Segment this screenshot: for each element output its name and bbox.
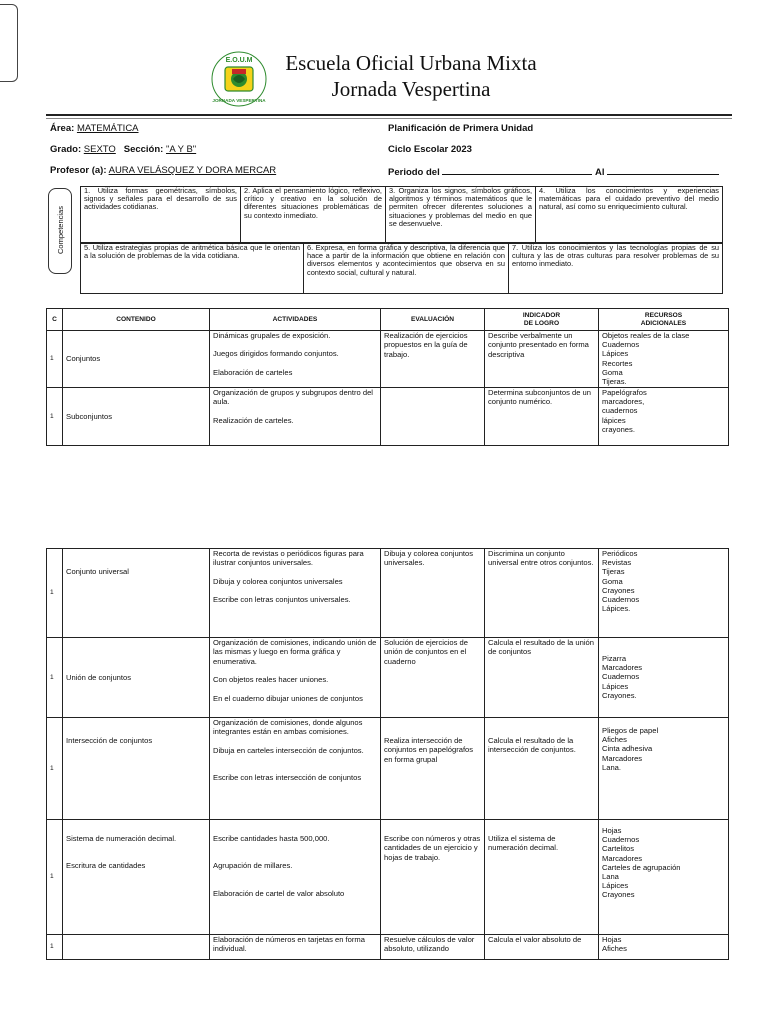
evaluacion-cell: Solución de ejercicios de unión de conjuntos en el cuaderno	[381, 638, 485, 718]
school-name: Escuela Oficial Urbana Mixta	[285, 51, 537, 75]
profesor-line: Profesor (a): AURA VELÁSQUEZ Y DORA MERCAR	[50, 165, 277, 176]
indicador-cell: Utiliza el sistema de numeración decimal.	[485, 820, 599, 935]
recursos-cell: Papelógrafos marcadores, cuadernos lápices crayones.	[599, 388, 729, 446]
header-c: C	[47, 309, 63, 331]
svg-text:E.O.U.M: E.O.U.M	[225, 57, 253, 64]
competencia-7: 7. Utiliza los conocimientos y las tecnologías propias de su cultura y las de otras culturas para resolver problemas de su entorno inmediato.	[509, 244, 723, 294]
evaluacion-cell: Realiza intersección de conjuntos en papelógrafos en forma grupal	[381, 718, 485, 820]
svg-text:JORNADA VESPERTINA: JORNADA VESPERTINA	[212, 98, 266, 103]
planning-table-1	[46, 308, 729, 446]
table-row: 1 Conjunto universal Recorta de revistas o periódicos figuras para ilustrar conjuntos universales. Dibuja y colorea conjuntos universales Escribe con letras conjuntos universales. Dibuja y colorea conjuntos universales. Discrimina un conjunto universal entre otros conjuntos. Periódicos Revistas Tijeras Goma Crayones Cuadernos Lápices.	[47, 549, 729, 638]
recursos-cell: Periódicos Revistas Tijeras Goma Crayones Cuadernos Lápices.	[599, 549, 729, 638]
evaluacion-cell: Dibuja y colorea conjuntos universales.	[381, 549, 485, 638]
table-row: 1 Subconjuntos Organización de grupos y subgrupos dentro del aula. Realización de carteles. Determina subconjuntos de un conjunto numérico. Papelógrafos marcadores, cuadernos lápices crayones.	[47, 388, 729, 446]
competencia-5: 5. Utiliza estrategias propias de aritmética básica que le orientan a la solución de problemas de la vida cotidiana.	[81, 244, 304, 294]
recursos-cell: Hojas Cuadernos Cartelitos Marcadores Carteles de agrupación Lana Lápices Crayones	[599, 820, 729, 935]
area-line: Área: MATEMÁTICA	[50, 123, 139, 134]
competencias-label: Competencias	[56, 206, 65, 254]
actividades-cell: Elaboración de números en tarjetas en forma individual.	[210, 935, 381, 960]
header-actividades: ACTIVIDADES	[210, 309, 381, 331]
contenido-cell: Unión de conjuntos	[63, 638, 210, 718]
indicador-cell: Calcula el resultado de la unión de conjuntos	[485, 638, 599, 718]
contenido-cell: Subconjuntos	[63, 388, 210, 446]
contenido-cell: Intersección de conjuntos	[63, 718, 210, 820]
grado-line: Grado: SEXTO Sección: "A Y B"	[50, 144, 197, 155]
competencia-4: 4. Utiliza los conocimientos y experiencias matemáticas para el cuidado preventivo del medio natural, así como su enriquecimiento cultural.	[536, 187, 723, 243]
indicador-cell: Determina subconjuntos de un conjunto numérico.	[485, 388, 599, 446]
periodo-line: Periodo del Al	[388, 165, 719, 179]
ciclo-escolar: Ciclo Escolar 2023	[388, 144, 472, 155]
indicador-cell: Calcula el valor absoluto de	[485, 935, 599, 960]
actividades-cell: Organización de grupos y subgrupos dentro del aula. Realización de carteles.	[210, 388, 381, 446]
table-row: 1 Intersección de conjuntos Organización de comisiones, donde algunos integrantes están en ambas comisiones. Dibuja en carteles intersección de conjuntos. Escribe con letras intersección de conjuntos Realiza intersección de conjuntos en papelógrafos en forma grupal Calcula el resultado de la intersección de conjuntos. Pliegos de papel Afiches Cinta adhesiva Marcadores Lana.	[47, 718, 729, 820]
actividades-cell: Organización de comisiones, donde algunos integrantes están en ambas comisiones. Dibuja en carteles intersección de conjuntos. Escribe con letras intersección de conjuntos	[210, 718, 381, 820]
competencia-6: 6. Expresa, en forma gráfica y descriptiva, la diferencia que hace a partir de la información que obtiene en relación con diversos elementos y acontecimientos que observa en su contexto social, cultural y natural.	[304, 244, 509, 294]
contenido-cell	[63, 935, 210, 960]
header-rule	[46, 114, 732, 116]
table-row: 1 Unión de conjuntos Organización de comisiones, indicando unión de las mismas y luego en forma gráfica y enumerativa. Con objetos reales hacer uniones. En el cuaderno dibujar uniones de conjuntos Solución de ejercicios de unión de conjuntos en el cuaderno Calcula el resultado de la unión de conjuntos Pizarra Marcadores Cuadernos Lápices Crayones.	[47, 638, 729, 718]
indicador-cell: Describe verbalmente un conjunto presentado en forma descriptiva	[485, 331, 599, 388]
table-header-row	[47, 309, 729, 331]
recursos-cell: Hojas Afiches	[599, 935, 729, 960]
evaluacion-cell	[381, 388, 485, 446]
header-recursos: RECURSOS ADICIONALES	[599, 309, 729, 331]
header-rule-shadow	[46, 118, 732, 119]
school-shift: Jornada Vespertina	[331, 77, 491, 101]
header-evaluacion: EVALUACIÓN	[381, 309, 485, 331]
evaluacion-cell: Realización de ejercicios propuestos en la guía de trabajo.	[381, 331, 485, 388]
table-row: 1 Elaboración de números en tarjetas en forma individual. Resuelve cálculos de valor absoluto, utilizando Calcula el valor absoluto de Hojas Afiches	[47, 935, 729, 960]
contenido-cell: Conjuntos	[63, 331, 210, 388]
recursos-cell: Objetos reales de la clase Cuadernos Lápices Recortes Goma Tijeras.	[599, 331, 729, 388]
header-contenido: CONTENIDO	[63, 309, 210, 331]
actividades-cell: Organización de comisiones, indicando unión de las mismas y luego en forma gráfica y enumerativa. Con objetos reales hacer uniones. En el cuaderno dibujar uniones de conjuntos	[210, 638, 381, 718]
competencia-3: 3. Organiza los signos, símbolos gráficos, algoritmos y términos matemáticos que le permiten ofrecer diferentes soluciones a situaciones y problemas del medio en que se desenvuelve.	[386, 187, 536, 243]
table-row: 1 Conjuntos Dinámicas grupales de exposición. Juegos dirigidos formando conjuntos. Elaboración de carteles Realización de ejercicios propuestos en la guía de trabajo. Describe verbalmente un conjunto presentado en forma descriptiva Objetos reales de la clase Cuadernos Lápices Recortes Goma Tijeras.	[47, 331, 729, 388]
planning-table-2	[46, 548, 729, 960]
contenido-cell: Conjunto universal	[63, 549, 210, 638]
school-title	[266, 50, 556, 102]
actividades-cell: Dinámicas grupales de exposición. Juegos dirigidos formando conjuntos. Elaboración de carteles	[210, 331, 381, 388]
actividades-cell: Recorta de revistas o periódicos figuras para ilustrar conjuntos universales. Dibuja y colorea conjuntos universales Escribe con letras conjuntos universales.	[210, 549, 381, 638]
planificacion-title: Planificación de Primera Unidad	[388, 123, 534, 134]
document-header	[0, 46, 768, 106]
indicador-cell: Calcula el resultado de la intersección de conjuntos.	[485, 718, 599, 820]
header-indicador: INDICADOR DE LOGRO	[485, 309, 599, 331]
contenido-cell: Sistema de numeración decimal. Escritura de cantidades	[63, 820, 210, 935]
evaluacion-cell: Resuelve cálculos de valor absoluto, utilizando	[381, 935, 485, 960]
recursos-cell: Pliegos de papel Afiches Cinta adhesiva Marcadores Lana.	[599, 718, 729, 820]
evaluacion-cell: Escribe con números y otras cantidades de un ejercicio y hojas de trabajo.	[381, 820, 485, 935]
actividades-cell: Escribe cantidades hasta 500,000. Agrupación de millares. Elaboración de cartel de valor absoluto	[210, 820, 381, 935]
competencias-table-row2	[80, 243, 723, 294]
table-row: 1 Sistema de numeración decimal. Escritura de cantidades Escribe cantidades hasta 500,000. Agrupación de millares. Elaboración de cartel de valor absoluto Escribe con números y otras cantidades de un ejercicio y hojas de trabajo. Utiliza el sistema de numeración decimal. Hojas Cuadernos Cartelitos Marcadores Carteles de agrupación Lana Lápices Crayones	[47, 820, 729, 935]
competencia-2: 2. Aplica el pensamiento lógico, reflexivo, crítico y creativo en la solución de diferentes situaciones problemáticas de su contexto inmediato.	[241, 187, 386, 243]
competencias-label-box	[48, 188, 72, 274]
competencia-1: 1. Utiliza formas geométricas, símbolos, signos y señales para el desarrollo de sus actividades cotidianas.	[81, 187, 241, 243]
competencias-table	[80, 186, 723, 243]
recursos-cell: Pizarra Marcadores Cuadernos Lápices Crayones.	[599, 638, 729, 718]
school-logo	[210, 50, 268, 108]
indicador-cell: Discrimina un conjunto universal entre otros conjuntos.	[485, 549, 599, 638]
